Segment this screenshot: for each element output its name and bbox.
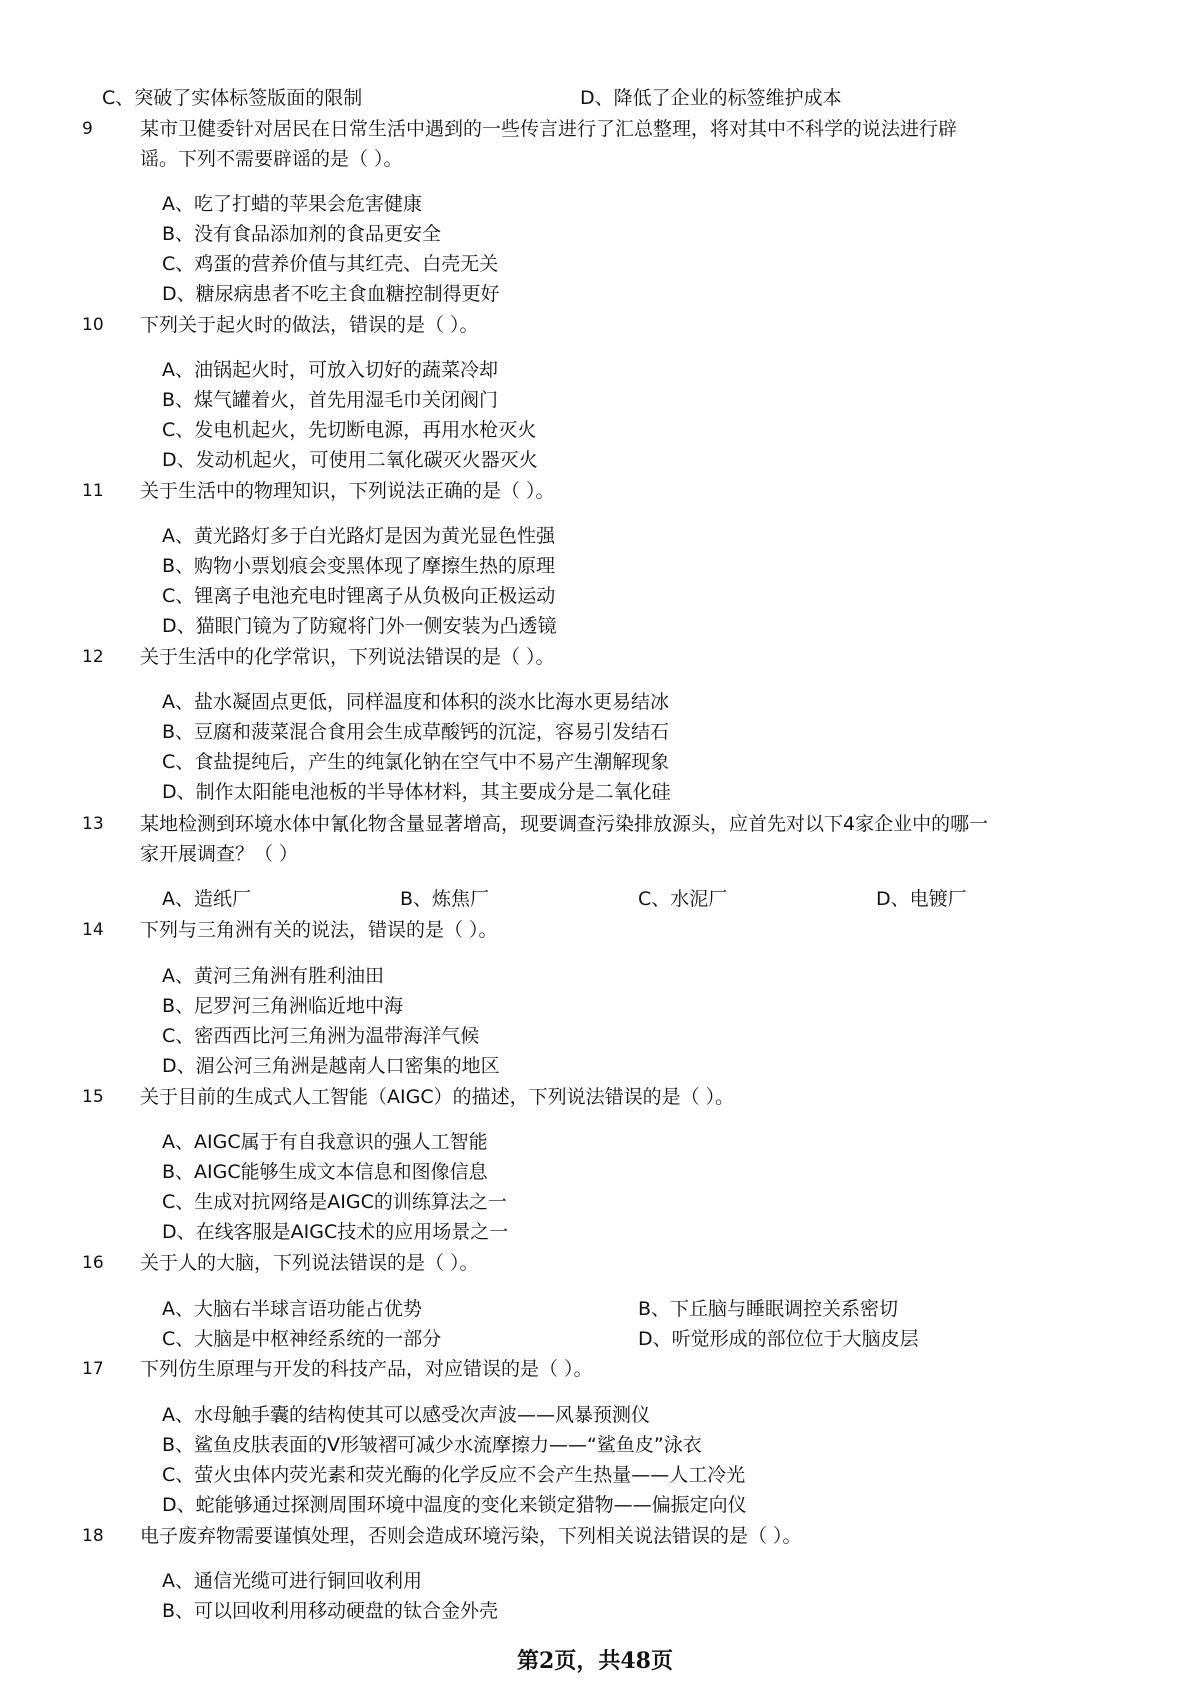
question-stem: 家开展调查？（ ） xyxy=(140,843,299,865)
option-text: B、煤气罐着火，首先用湿毛巾关闭阀门 xyxy=(162,389,499,411)
option-text: B、下丘脑与睡眠调控关系密切 xyxy=(638,1298,899,1320)
question-number: 12 xyxy=(82,647,104,667)
question-stem: 某市卫健委针对居民在日常生活中遇到的一些传言进行了汇总整理，将对其中不科学的说法进行辟 xyxy=(140,118,958,140)
option-text: D、听觉形成的部位位于大脑皮层 xyxy=(638,1328,919,1350)
option-text: B、没有食品添加剂的食品更安全 xyxy=(162,223,442,245)
option-text: B、可以回收利用移动硬盘的钛合金外壳 xyxy=(162,1600,499,1622)
option-text: C、鸡蛋的营养价值与其红壳、白壳无关 xyxy=(162,253,499,275)
question-stem: 关于目前的生成式人工智能（AIGC）的描述，下列说法错误的是（ ）。 xyxy=(140,1086,735,1108)
option-text: B、豆腐和菠菜混合食用会生成草酸钙的沉淀，容易引发结石 xyxy=(162,721,670,743)
option-text: A、盐水凝固点更低，同样温度和体积的淡水比海水更易结冰 xyxy=(162,691,669,713)
question-stem: 电子废弃物需要谨慎处理，否则会造成环境污染，下列相关说法错误的是（ ）。 xyxy=(140,1525,802,1547)
option-text: D、猫眼门镜为了防窥将门外一侧安装为凸透镜 xyxy=(162,615,557,637)
option-text: A、AIGC属于有自我意识的强人工智能 xyxy=(162,1131,488,1153)
question-stem: 下列与三角洲有关的说法，错误的是（ ）。 xyxy=(140,919,498,941)
option-text: C、突破了实体标签版面的限制 xyxy=(102,87,363,109)
question-number: 10 xyxy=(82,315,104,335)
option-text: C、发电机起火，先切断电源，再用水枪灭火 xyxy=(162,419,537,441)
question-number: 9 xyxy=(82,119,93,139)
question-stem: 关于人的大脑，下列说法错误的是（ ）。 xyxy=(140,1252,479,1274)
option-text: C、生成对抗网络是AIGC的训练算法之一 xyxy=(162,1191,507,1213)
option-text: C、萤火虫体内荧光素和荧光酶的化学反应不会产生热量——人工冷光 xyxy=(162,1464,746,1486)
option-text: D、发动机起火，可使用二氧化碳灭火器灭火 xyxy=(162,449,538,471)
option-text: C、水泥厂 xyxy=(638,888,728,910)
option-text: A、水母触手囊的结构使其可以感受次声波——风暴预测仪 xyxy=(162,1404,650,1426)
option-text: D、制作太阳能电池板的半导体材料，其主要成分是二氧化硅 xyxy=(162,781,671,803)
question-number: 16 xyxy=(82,1253,104,1273)
option-text: D、电镀厂 xyxy=(876,888,967,910)
question-stem: 关于生活中的化学常识，下列说法错误的是（ ）。 xyxy=(140,646,555,668)
question-number: 13 xyxy=(82,814,104,834)
question-stem: 某地检测到环境水体中氰化物含量显著增高，现要调查污染排放源头，应首先对以下4家企业中的哪一 xyxy=(140,813,989,835)
page-footer: 第2页，共48页 xyxy=(517,1648,673,1674)
option-text: D、糖尿病患者不吃主食血糖控制得更好 xyxy=(162,283,500,305)
question-number: 15 xyxy=(82,1087,104,1107)
option-text: D、在线客服是AIGC技术的应用场景之一 xyxy=(162,1221,509,1243)
option-text: D、降低了企业的标签维护成本 xyxy=(580,87,842,109)
option-text: C、锂离子电池充电时锂离子从负极向正极运动 xyxy=(162,585,556,607)
option-text: A、黄光路灯多于白光路灯是因为黄光显色性强 xyxy=(162,525,555,547)
option-text: D、湄公河三角洲是越南人口密集的地区 xyxy=(162,1055,500,1077)
option-text: A、油锅起火时，可放入切好的蔬菜冷却 xyxy=(162,359,498,381)
option-text: B、鲨鱼皮肤表面的V形皱褶可减少水流摩擦力——“鲨鱼皮”泳衣 xyxy=(162,1434,702,1456)
option-text: C、大脑是中枢神经系统的一部分 xyxy=(162,1328,442,1350)
question-number: 14 xyxy=(82,920,104,940)
option-text: B、AIGC能够生成文本信息和图像信息 xyxy=(162,1161,488,1183)
question-stem: 下列关于起火时的做法，错误的是（ ）。 xyxy=(140,314,479,336)
option-text: B、购物小票划痕会变黑体现了摩擦生热的原理 xyxy=(162,555,556,577)
question-stem: 关于生活中的物理知识，下列说法正确的是（ ）。 xyxy=(140,480,555,502)
option-text: B、尼罗河三角洲临近地中海 xyxy=(162,995,404,1017)
question-stem: 下列仿生原理与开发的科技产品，对应错误的是（ ）。 xyxy=(140,1358,593,1380)
option-text: A、造纸厂 xyxy=(162,888,251,910)
question-number: 17 xyxy=(82,1359,104,1379)
question-stem: 谣。下列不需要辟谣的是（ ）。 xyxy=(140,148,403,170)
option-text: D、蛇能够通过探测周围环境中温度的变化来锁定猎物——偏振定向仪 xyxy=(162,1494,747,1516)
option-text: A、通信光缆可进行铜回收利用 xyxy=(162,1570,422,1592)
option-text: C、密西西比河三角洲为温带海洋气候 xyxy=(162,1025,480,1047)
question-number: 18 xyxy=(82,1526,104,1546)
option-text: A、吃了打蜡的苹果会危害健康 xyxy=(162,193,422,215)
option-text: A、黄河三角洲有胜利油田 xyxy=(162,965,384,987)
option-text: B、炼焦厂 xyxy=(400,888,490,910)
option-text: A、大脑右半球言语功能占优势 xyxy=(162,1298,422,1320)
option-text: C、食盐提纯后，产生的纯氯化钠在空气中不易产生潮解现象 xyxy=(162,751,670,773)
question-number: 11 xyxy=(82,481,104,501)
